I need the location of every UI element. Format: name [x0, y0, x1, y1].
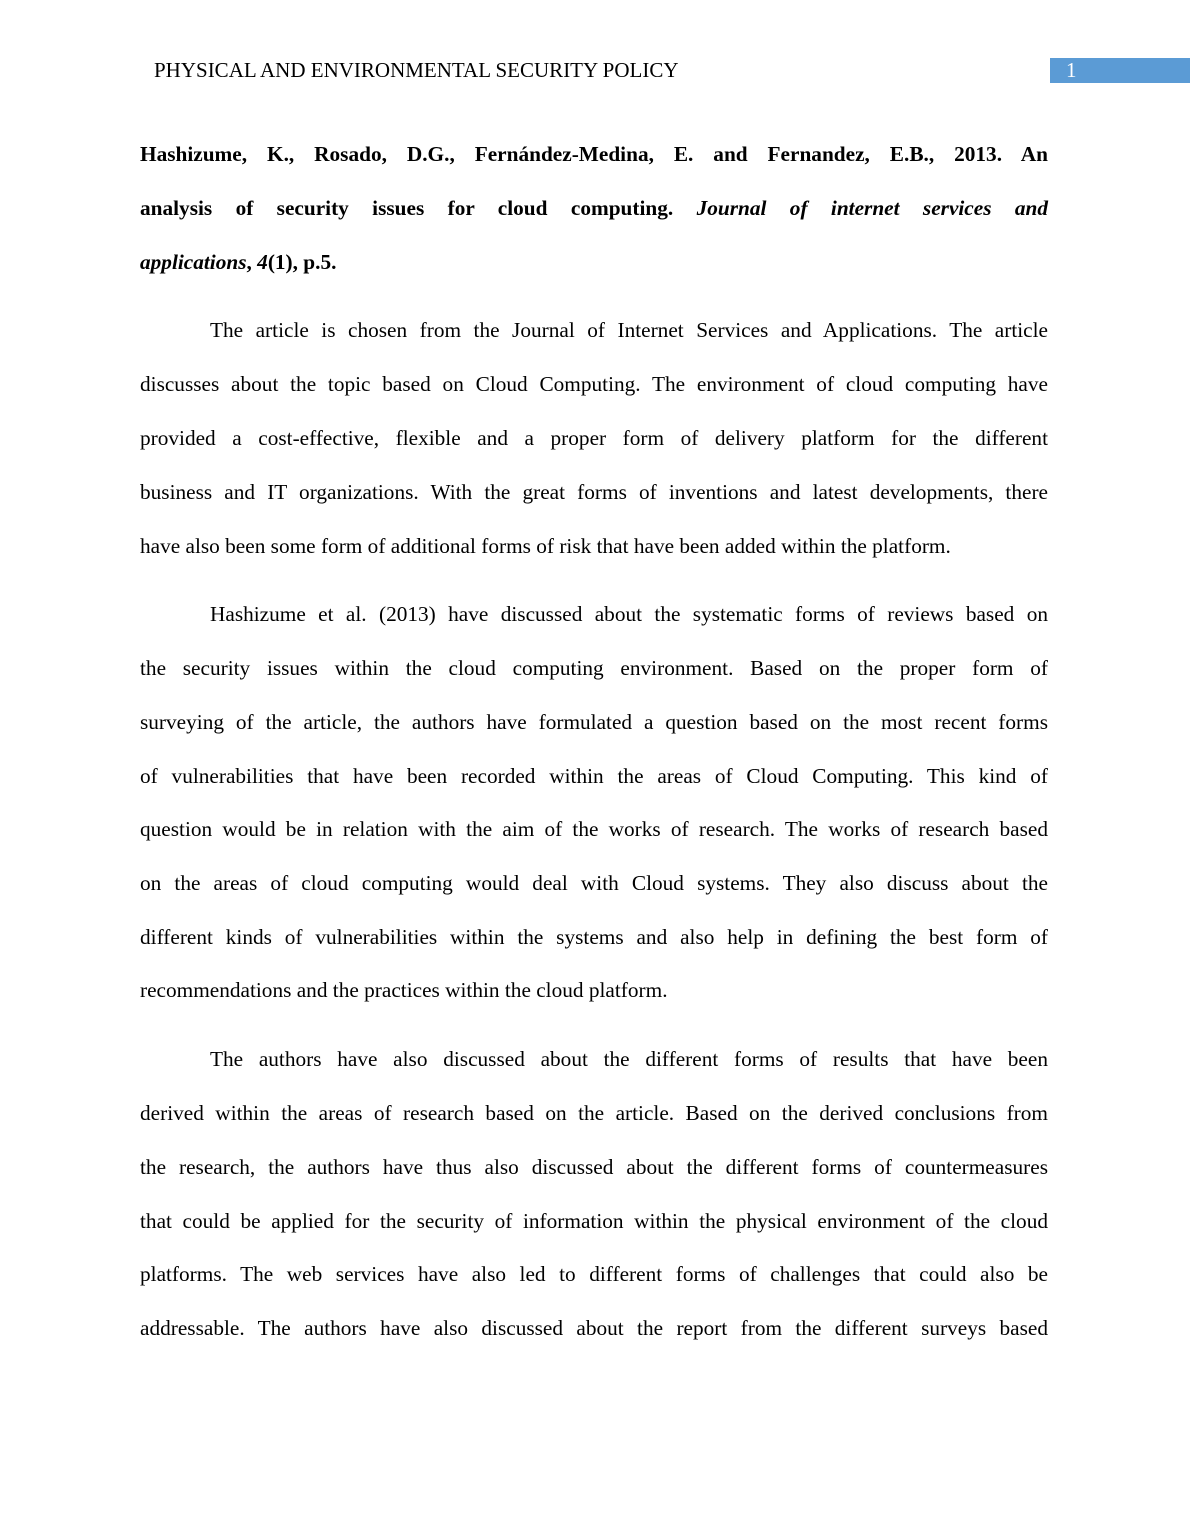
paragraph-line: the security issues within the cloud computing environment. Based on the proper form of [140, 656, 1048, 680]
reference-issue-pages: (1), p.5. [267, 250, 337, 274]
paragraph-line: platforms. The web services have also led to different forms of challenges that could also be [140, 1262, 1048, 1286]
paragraph-line: Hashizume et al. (2013) have discussed about the systematic forms of reviews based on [210, 602, 1048, 626]
paragraph-line: question would be in relation with the aim of the works of research. The works of research based [140, 817, 1048, 841]
paragraph-line: the research, the authors have thus also discussed about the different forms of countermeasures [140, 1155, 1048, 1179]
reference-separator: , [246, 250, 258, 274]
paragraph-line: discusses about the topic based on Cloud Computing. The environment of cloud computing have [140, 372, 1048, 396]
paragraph-line: business and IT organizations. With the great forms of inventions and latest developments, there [140, 480, 1048, 504]
paragraph-line: different kinds of vulnerabilities within the systems and also help in defining the best form of [140, 925, 1048, 949]
paragraph-line: on the areas of cloud computing would deal with Cloud systems. They also discuss about the [140, 871, 1048, 895]
reference-line-3 [140, 248, 1048, 276]
page-number-badge [1050, 58, 1190, 83]
paragraph-line: derived within the areas of research based on the article. Based on the derived conclusions from [140, 1101, 1048, 1125]
paragraph-line: provided a cost-effective, flexible and a proper form of delivery platform for the different [140, 426, 1048, 450]
paragraph-line: The authors have also discussed about the different forms of results that have been [210, 1047, 1048, 1071]
paragraph-line: have also been some form of additional forms of risk that have been added within the platform. [140, 534, 951, 558]
running-head-title: PHYSICAL AND ENVIRONMENTAL SECURITY POLICY [154, 58, 679, 82]
reference-line-1: Hashizume, K., Rosado, D.G., Fernández-Medina, E. and Fernandez, E.B., 2013. An [140, 142, 1048, 166]
reference-article-title: analysis of security issues for cloud computing. [140, 196, 674, 220]
reference-journal-name: Journal of internet services and [696, 196, 1049, 220]
paragraph-line: of vulnerabilities that have been recorded within the areas of Cloud Computing. This kind of [140, 764, 1048, 788]
reference-journal-name-cont: applications [140, 250, 247, 274]
reference-line-2 [140, 194, 1048, 222]
reference-volume: 4 [257, 250, 268, 274]
paragraph-line: surveying of the article, the authors have formulated a question based on the most recent forms [140, 710, 1048, 734]
paragraph-line: that could be applied for the security of information within the physical environment of the cloud [140, 1209, 1048, 1233]
paragraph-line: addressable. The authors have also discussed about the report from the different surveys based [140, 1316, 1048, 1340]
paragraph-line: The article is chosen from the Journal of Internet Services and Applications. The article [210, 318, 1048, 342]
page-number: 1 [1066, 58, 1077, 82]
paragraph-line: recommendations and the practices within the cloud platform. [140, 978, 668, 1002]
